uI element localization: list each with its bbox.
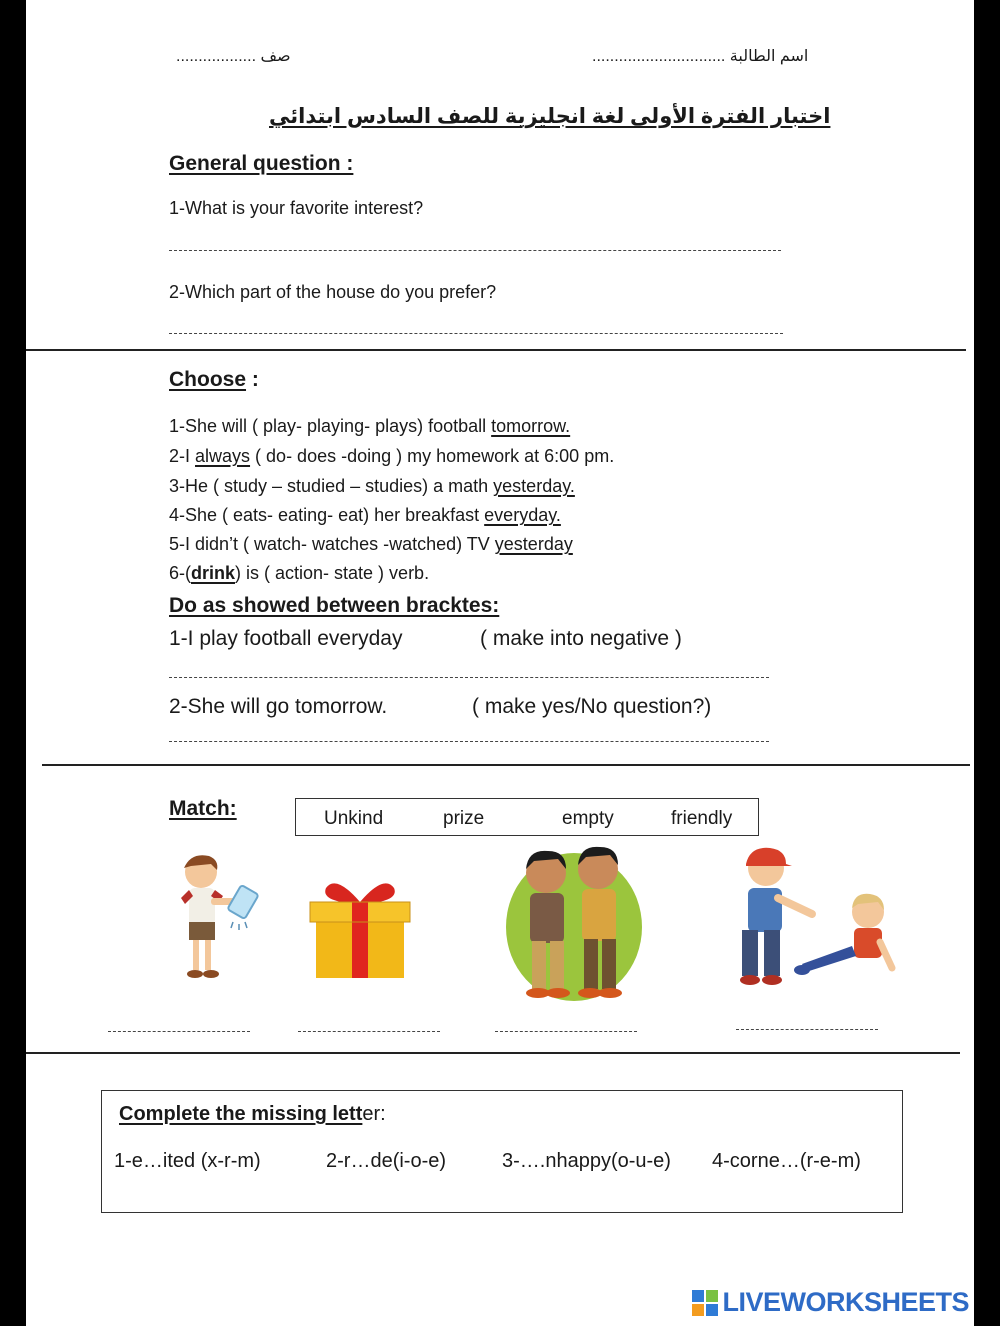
match-heading: Match: [169, 797, 237, 820]
choose-item-text: 3-He ( study – studied – studies) a math [169, 476, 494, 496]
answer-line-2[interactable] [169, 333, 783, 334]
complete-item[interactable]: 3-….nhappy(o-u-e) [502, 1150, 671, 1172]
choose-item [169, 534, 573, 555]
choose-item-text: 4-She ( eats- eating- eat) her breakfast [169, 505, 485, 525]
choose-heading-colon: : [246, 368, 259, 391]
choose-item-text: 1-She will ( play- playing- plays) football [169, 416, 492, 436]
complete-heading-text: Complete the missing lett [119, 1103, 363, 1125]
choose-item [169, 476, 575, 497]
choose-item [169, 446, 614, 467]
class-label: صف .................. [176, 48, 291, 65]
page-title: اختبار الفترة الأولى لغة انجليزية للصف السادس ابتدائي [269, 105, 831, 128]
do-as-sentence-1: 1-I play football everyday [169, 627, 403, 650]
complete-heading [119, 1103, 386, 1126]
match-answer-line-2[interactable] [298, 1031, 440, 1032]
choose-item-text: ( do- does -doing ) my homework at 6:00 pm. [250, 446, 615, 466]
choose-item [169, 416, 570, 437]
section-divider [26, 1052, 960, 1054]
complete-item[interactable]: 2-r…de(i-o-e) [326, 1150, 447, 1172]
general-question-2: 2-Which part of the house do you prefer? [169, 282, 497, 302]
two-friends-picture [504, 843, 644, 1005]
choose-item [169, 505, 561, 526]
complete-box [101, 1090, 903, 1213]
boy-empty-glass-picture [171, 850, 271, 982]
choose-heading-text: Choose [169, 368, 247, 391]
choose-heading [169, 368, 259, 392]
answer-line-1[interactable] [169, 250, 781, 251]
word-bank [295, 798, 759, 836]
gift-box-picture [306, 878, 414, 980]
choose-item-text: 5-I didn’t ( watch- watches -watched) TV [169, 534, 495, 554]
do-as-answer-line-2[interactable] [169, 741, 769, 742]
match-answer-line-4[interactable] [736, 1029, 878, 1030]
choose-item-underlined: drink [191, 563, 236, 583]
student-name-label: اسم الطالبة .............................. [592, 48, 809, 65]
section-divider [42, 764, 970, 766]
complete-heading-rest: er: [362, 1103, 386, 1125]
choose-item [169, 563, 429, 584]
choose-item-text: ) is ( action- state ) verb. [235, 563, 430, 583]
choose-item-text: 6-( [169, 563, 191, 583]
match-answer-line-1[interactable] [108, 1031, 250, 1032]
worksheet-page [26, 0, 974, 1326]
word-bank-word: friendly [671, 808, 733, 829]
match-answer-line-3[interactable] [495, 1031, 637, 1032]
word-bank-word: empty [562, 808, 614, 829]
unkind-boy-picture [722, 842, 900, 988]
do-as-sentence-2: 2-She will go tomorrow. [169, 695, 388, 718]
choose-item-underlined: yesterday [494, 534, 573, 554]
do-as-hint-2: ( make yes/No question?) [472, 695, 712, 718]
section-divider [26, 349, 966, 351]
complete-item[interactable]: 4-corne…(r-e-m) [712, 1150, 861, 1172]
watermark [692, 1287, 969, 1318]
word-bank-word: Unkind [324, 808, 384, 829]
watermark-text: LIVEWORKSHEETS [722, 1287, 969, 1317]
choose-item-underlined: tomorrow. [491, 416, 571, 436]
word-bank-word: prize [443, 808, 485, 829]
choose-item-underlined: everyday. [484, 505, 561, 525]
do-as-answer-line-1[interactable] [169, 677, 769, 678]
general-question-1: 1-What is your favorite interest? [169, 198, 424, 218]
do-as-heading: Do as showed between bracktes: [169, 594, 500, 617]
choose-item-underlined: yesterday. [493, 476, 575, 496]
general-heading: General question : [169, 152, 354, 175]
do-as-hint-1: ( make into negative ) [480, 627, 682, 650]
complete-item[interactable]: 1-e…ited (x-r-m) [114, 1150, 261, 1172]
choose-item-text: 2-I [169, 446, 196, 466]
liveworksheets-logo-icon [692, 1290, 718, 1316]
choose-item-underlined: always [195, 446, 251, 466]
